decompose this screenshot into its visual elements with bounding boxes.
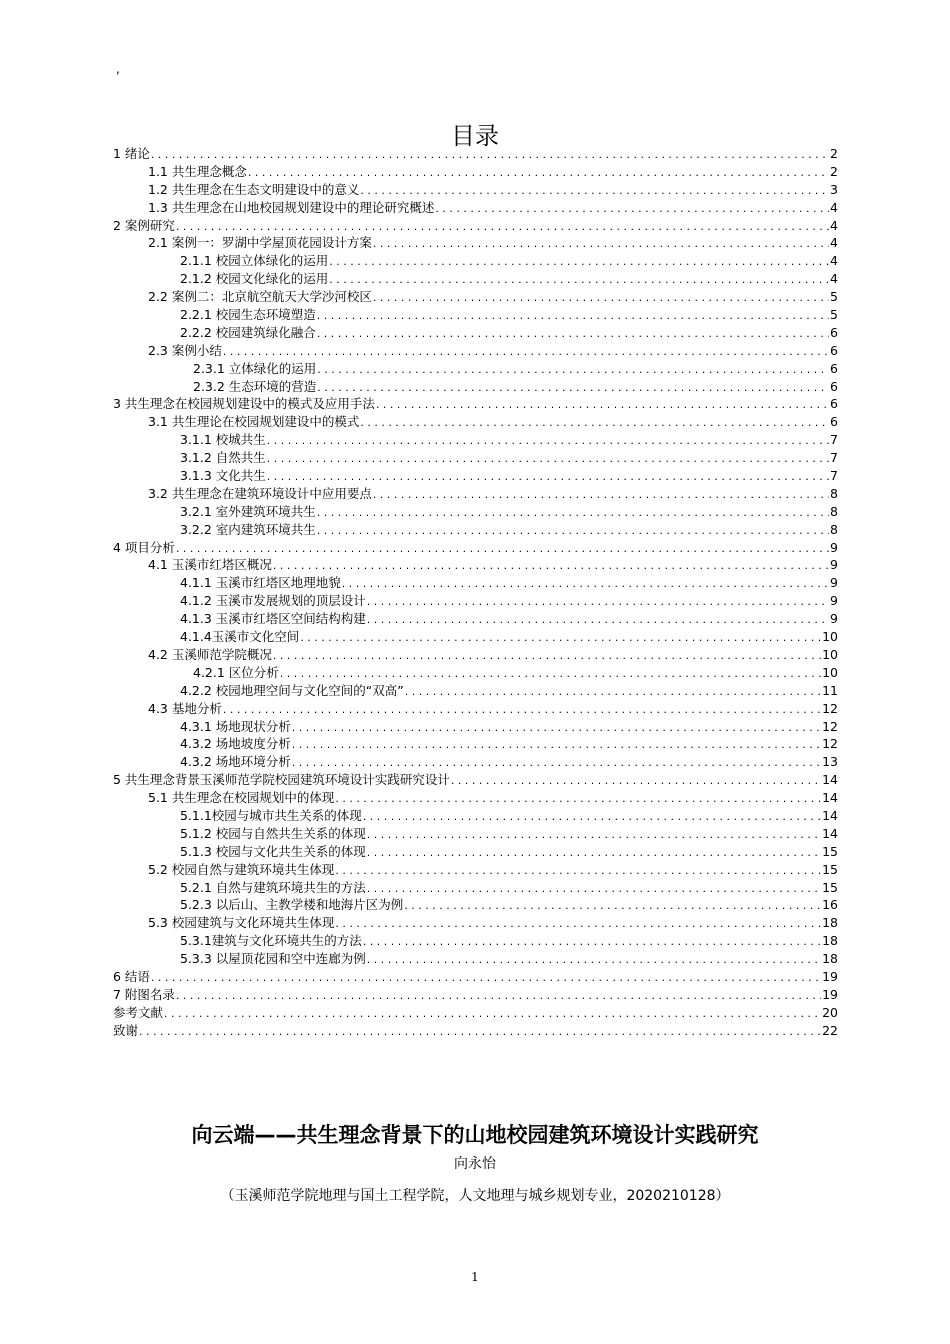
toc-entry-label: 4.1.2 玉溪市发展规划的顶层设计 — [180, 593, 366, 609]
toc-leader-dots — [273, 647, 821, 664]
toc-entry[interactable] — [113, 682, 838, 700]
toc-leader-dots — [373, 289, 829, 306]
toc-leader-dots — [317, 522, 829, 539]
toc-entry-page: 6 — [830, 378, 838, 394]
toc-entry[interactable] — [113, 861, 838, 879]
toc-leader-dots — [367, 880, 821, 897]
toc-entry-page: 9 — [830, 593, 838, 609]
toc-entry-label: 2 案例研究 — [113, 217, 175, 233]
toc-entry-label: 5.2.1 自然与建筑环境共生的方法 — [180, 879, 366, 895]
toc-leader-dots — [335, 915, 821, 932]
toc-leader-dots — [267, 468, 829, 485]
toc-entry[interactable] — [113, 485, 838, 503]
toc-entry[interactable] — [113, 521, 838, 539]
toc-entry[interactable] — [113, 431, 838, 449]
toc-leader-dots — [280, 665, 821, 682]
toc-entry[interactable] — [113, 700, 838, 718]
toc-leader-dots — [404, 897, 821, 914]
stray-mark: , — [116, 62, 120, 76]
toc-entry[interactable] — [113, 1004, 838, 1022]
toc-entry-page: 14 — [822, 825, 838, 841]
toc-entry-page: 15 — [822, 861, 838, 877]
toc-entry-page: 12 — [822, 736, 838, 752]
toc-entry-page: 10 — [822, 646, 838, 662]
toc-entry-label: 4.3.2 场地环境分析 — [180, 754, 291, 770]
toc-leader-dots — [223, 343, 829, 360]
toc-leader-dots — [292, 736, 821, 753]
toc-leader-dots — [292, 754, 821, 771]
toc-entry[interactable] — [113, 771, 838, 789]
toc-entry-page: 10 — [822, 629, 838, 645]
toc-leader-dots — [176, 987, 821, 1004]
toc-entry-page: 12 — [822, 718, 838, 734]
toc-leader-dots — [367, 593, 829, 610]
toc-entry-page: 10 — [822, 664, 838, 680]
toc-entry[interactable] — [113, 449, 838, 467]
toc-entry[interactable] — [113, 610, 838, 628]
toc-entry-page: 8 — [830, 503, 838, 519]
toc-entry[interactable] — [113, 395, 838, 413]
toc-entry-label: 4.3.2 场地坡度分析 — [180, 736, 291, 752]
toc-entry-label: 5.1.1校园与城市共生关系的体现 — [180, 807, 362, 823]
toc-entry[interactable] — [113, 324, 838, 342]
toc-entry-label: 5.2 校园自然与建筑环境共生体现 — [148, 861, 335, 877]
toc-entry-page: 9 — [830, 611, 838, 627]
toc-entry-page: 12 — [822, 700, 838, 716]
toc-entry-page: 5 — [830, 307, 838, 323]
toc-entry[interactable] — [113, 1022, 838, 1040]
toc-entry-label: 2.3 案例小结 — [148, 342, 222, 358]
toc-entry[interactable] — [113, 413, 838, 431]
toc-entry-page: 15 — [822, 843, 838, 859]
toc-entry[interactable] — [113, 932, 838, 950]
toc-leader-dots — [360, 182, 829, 199]
toc-entry-page: 9 — [830, 539, 838, 555]
toc-entry[interactable] — [113, 950, 838, 968]
toc-leader-dots — [139, 1023, 821, 1040]
toc-entry-page: 22 — [822, 1022, 838, 1038]
toc-leader-dots — [367, 844, 821, 861]
toc-entry-page: 15 — [822, 879, 838, 895]
toc-entry[interactable] — [113, 145, 838, 163]
toc-entry[interactable] — [113, 879, 838, 897]
toc-entry-page: 4 — [830, 235, 838, 251]
toc-entry[interactable] — [113, 718, 838, 736]
toc-entry[interactable] — [113, 217, 838, 235]
toc-entry[interactable] — [113, 378, 838, 396]
toc-entry[interactable] — [113, 592, 838, 610]
toc-entry[interactable] — [113, 360, 838, 378]
toc-entry[interactable] — [113, 664, 838, 682]
toc-entry-label: 3 共生理念在校园规划建设中的模式及应用手法 — [113, 396, 375, 412]
toc-entry-page: 19 — [822, 986, 838, 1002]
toc-leader-dots — [451, 772, 821, 789]
toc-entry-page: 8 — [830, 485, 838, 501]
toc-entry-page: 18 — [822, 933, 838, 949]
toc-entry-label: 4.1.1 玉溪市红塔区地理地貌 — [180, 575, 341, 591]
toc-entry[interactable] — [113, 199, 838, 217]
toc-entry-label: 5.3.3 以屋顶花园和空中连廊为例 — [180, 951, 366, 967]
toc-leader-dots — [317, 504, 829, 521]
toc-entry-label: 4.2.1 区位分析 — [193, 664, 279, 680]
toc-entry-label: 2.1.2 校园文化绿化的运用 — [180, 271, 329, 287]
toc-entry-label: 3.1.1 校城共生 — [180, 432, 266, 448]
toc-entry[interactable] — [113, 574, 838, 592]
toc-entry-page: 3 — [830, 181, 838, 197]
toc-entry[interactable] — [113, 306, 838, 324]
toc-entry-label: 2.3.1 立体绿化的运用 — [193, 360, 317, 376]
toc-entry[interactable] — [113, 968, 838, 986]
toc-entry-page: 14 — [822, 790, 838, 806]
toc-entry-page: 18 — [822, 951, 838, 967]
toc-entry[interactable] — [113, 914, 838, 932]
toc-entry-label: 1.3 共生理念在山地校园规划建设中的理论研究概述 — [148, 199, 435, 215]
toc-entry[interactable] — [113, 467, 838, 485]
toc-entry[interactable] — [113, 252, 838, 270]
toc-entry-page: 7 — [830, 450, 838, 466]
toc-leader-dots — [151, 969, 821, 986]
toc-entry-page: 13 — [822, 754, 838, 770]
toc-entry-label: 3.1 共生理论在校园规划建设中的模式 — [148, 414, 360, 430]
table-of-contents — [113, 145, 838, 1040]
toc-entry[interactable] — [113, 825, 838, 843]
toc-entry-label: 4.2.2 校园地理空间与文化空间的“双高” — [180, 682, 404, 698]
toc-leader-dots — [376, 396, 829, 413]
toc-leader-dots — [267, 450, 829, 467]
toc-leader-dots — [248, 164, 829, 181]
toc-entry-label: 参考文献 — [113, 1004, 164, 1020]
toc-entry-label: 4.1.4玉溪市文化空间 — [180, 629, 300, 645]
toc-entry-page: 14 — [822, 772, 838, 788]
toc-leader-dots — [151, 146, 829, 163]
toc-entry-label: 3.1.3 文化共生 — [180, 468, 266, 484]
toc-leader-dots — [373, 235, 829, 252]
toc-entry-page: 9 — [830, 557, 838, 573]
toc-entry[interactable] — [113, 628, 838, 646]
toc-leader-dots — [292, 719, 821, 736]
toc-leader-dots — [363, 808, 821, 825]
toc-leader-dots — [176, 540, 829, 557]
toc-entry[interactable] — [113, 539, 838, 557]
toc-entry[interactable] — [113, 181, 838, 199]
toc-leader-dots — [267, 432, 829, 449]
toc-entry-page: 14 — [822, 807, 838, 823]
toc-entry-page: 18 — [822, 915, 838, 931]
toc-entry-label: 1.1 共生理念概念 — [148, 163, 247, 179]
toc-entry[interactable] — [113, 753, 838, 771]
toc-leader-dots — [360, 414, 829, 431]
toc-entry[interactable] — [113, 735, 838, 753]
toc-entry-label: 4.3 基地分析 — [148, 700, 222, 716]
toc-title: 目录 — [451, 122, 499, 150]
author-name: 向永怡 — [454, 1156, 496, 1172]
toc-leader-dots — [273, 557, 829, 574]
toc-entry-label: 2.3.2 生态环境的营造 — [193, 378, 317, 394]
toc-entry-page: 7 — [830, 468, 838, 484]
toc-entry[interactable] — [113, 163, 838, 181]
toc-entry-page: 19 — [822, 968, 838, 984]
toc-entry-label: 5.3 校园建筑与文化环境共生体现 — [148, 915, 335, 931]
toc-entry-page: 7 — [830, 432, 838, 448]
toc-leader-dots — [329, 271, 829, 288]
toc-entry-page: 4 — [830, 253, 838, 269]
toc-leader-dots — [317, 379, 829, 396]
toc-leader-dots — [317, 361, 829, 378]
author-affiliation: （玉溪师范学院地理与国土工程学院，人文地理与城乡规划专业，2020210128） — [220, 1188, 730, 1204]
toc-entry[interactable] — [113, 807, 838, 825]
toc-entry[interactable] — [113, 288, 838, 306]
toc-entry-label: 4.2 玉溪师范学院概况 — [148, 646, 272, 662]
toc-entry-label: 6 结语 — [113, 968, 150, 984]
toc-entry-label: 5.1.3 校园与文化共生关系的体现 — [180, 843, 366, 859]
toc-leader-dots — [367, 611, 829, 628]
toc-entry-label: 3.2.2 室内建筑环境共生 — [180, 521, 316, 537]
toc-entry[interactable] — [113, 503, 838, 521]
toc-entry-label: 4 项目分析 — [113, 539, 175, 555]
toc-entry-label: 4.1.3 玉溪市红塔区空间结构构建 — [180, 611, 366, 627]
toc-entry-page: 6 — [830, 414, 838, 430]
toc-entry-label: 3.1.2 自然共生 — [180, 450, 266, 466]
toc-entry-page: 20 — [822, 1004, 838, 1020]
toc-entry-page: 5 — [830, 289, 838, 305]
toc-entry-label: 1 绪论 — [113, 146, 150, 161]
toc-entry-page: 8 — [830, 521, 838, 537]
toc-entry-label: 1.2 共生理念在生态文明建设中的意义 — [148, 181, 360, 197]
toc-entry-page: 2 — [830, 163, 838, 179]
toc-entry[interactable] — [113, 843, 838, 861]
toc-entry-label: 2.1.1 校园立体绿化的运用 — [180, 253, 329, 269]
toc-entry-label: 2.2.2 校园建筑绿化融合 — [180, 324, 316, 340]
toc-leader-dots — [363, 933, 821, 950]
toc-entry-label: 4.1 玉溪市红塔区概况 — [148, 557, 272, 573]
toc-entry-label: 5 共生理念背景玉溪师范学院校园建筑环境设计实践研究设计 — [113, 772, 450, 788]
toc-entry-page: 6 — [830, 342, 838, 358]
toc-entry-label: 2.2.1 校园生态环境塑造 — [180, 307, 316, 323]
toc-entry-label: 5.1.2 校园与自然共生关系的体现 — [180, 825, 366, 841]
toc-leader-dots — [164, 1005, 821, 1022]
toc-entry-page: 4 — [830, 199, 838, 215]
toc-leader-dots — [373, 486, 829, 503]
toc-leader-dots — [300, 629, 821, 646]
toc-leader-dots — [335, 790, 821, 807]
toc-entry[interactable] — [113, 646, 838, 664]
toc-entry[interactable] — [113, 270, 838, 288]
toc-entry-page: 9 — [830, 575, 838, 591]
toc-leader-dots — [435, 200, 829, 217]
toc-entry-page: 11 — [822, 682, 838, 698]
toc-entry-label: 3.2 共生理念在建筑环境设计中应用要点 — [148, 485, 372, 501]
toc-entry-label: 2.1 案例一：罗湖中学屋顶花园设计方案 — [148, 235, 372, 251]
toc-entry-page: 4 — [830, 271, 838, 287]
toc-entry-label: 3.2.1 室外建筑环境共生 — [180, 503, 316, 519]
toc-entry-page: 4 — [830, 217, 838, 233]
page-number: 1 — [471, 1270, 479, 1284]
toc-leader-dots — [367, 951, 821, 968]
toc-leader-dots — [329, 253, 829, 270]
toc-entry-label: 5.1 共生理念在校园规划中的体现 — [148, 790, 335, 806]
toc-entry-label: 7 附图名录 — [113, 986, 175, 1002]
toc-entry-page: 2 — [830, 146, 838, 161]
toc-leader-dots — [317, 307, 829, 324]
toc-entry-page: 6 — [830, 324, 838, 340]
toc-leader-dots — [176, 218, 829, 235]
toc-leader-dots — [223, 701, 821, 718]
toc-entry-label: 5.3.1建筑与文化环境共生的方法 — [180, 933, 362, 949]
toc-entry-label: 致谢 — [113, 1022, 139, 1038]
toc-leader-dots — [405, 683, 821, 700]
toc-leader-dots — [342, 575, 829, 592]
toc-leader-dots — [335, 862, 821, 879]
toc-entry[interactable] — [113, 896, 838, 914]
toc-entry-label: 4.3.1 场地现状分析 — [180, 718, 291, 734]
toc-entry-page: 6 — [830, 360, 838, 376]
toc-entry[interactable] — [113, 986, 838, 1004]
toc-entry-label: 5.2.3 以后山、主教学楼和地海片区为例 — [180, 897, 404, 913]
toc-entry[interactable] — [113, 234, 838, 252]
toc-entry[interactable] — [113, 789, 838, 807]
toc-entry-page: 6 — [830, 396, 838, 412]
toc-entry-page: 16 — [822, 897, 838, 913]
toc-entry[interactable] — [113, 556, 838, 574]
toc-entry-label: 2.2 案例二：北京航空航天大学沙河校区 — [148, 289, 372, 305]
toc-leader-dots — [367, 826, 821, 843]
toc-leader-dots — [317, 325, 829, 342]
toc-entry[interactable] — [113, 342, 838, 360]
paper-title: 向云端——共生理念背景下的山地校园建筑环境设计实践研究 — [191, 1123, 759, 1147]
